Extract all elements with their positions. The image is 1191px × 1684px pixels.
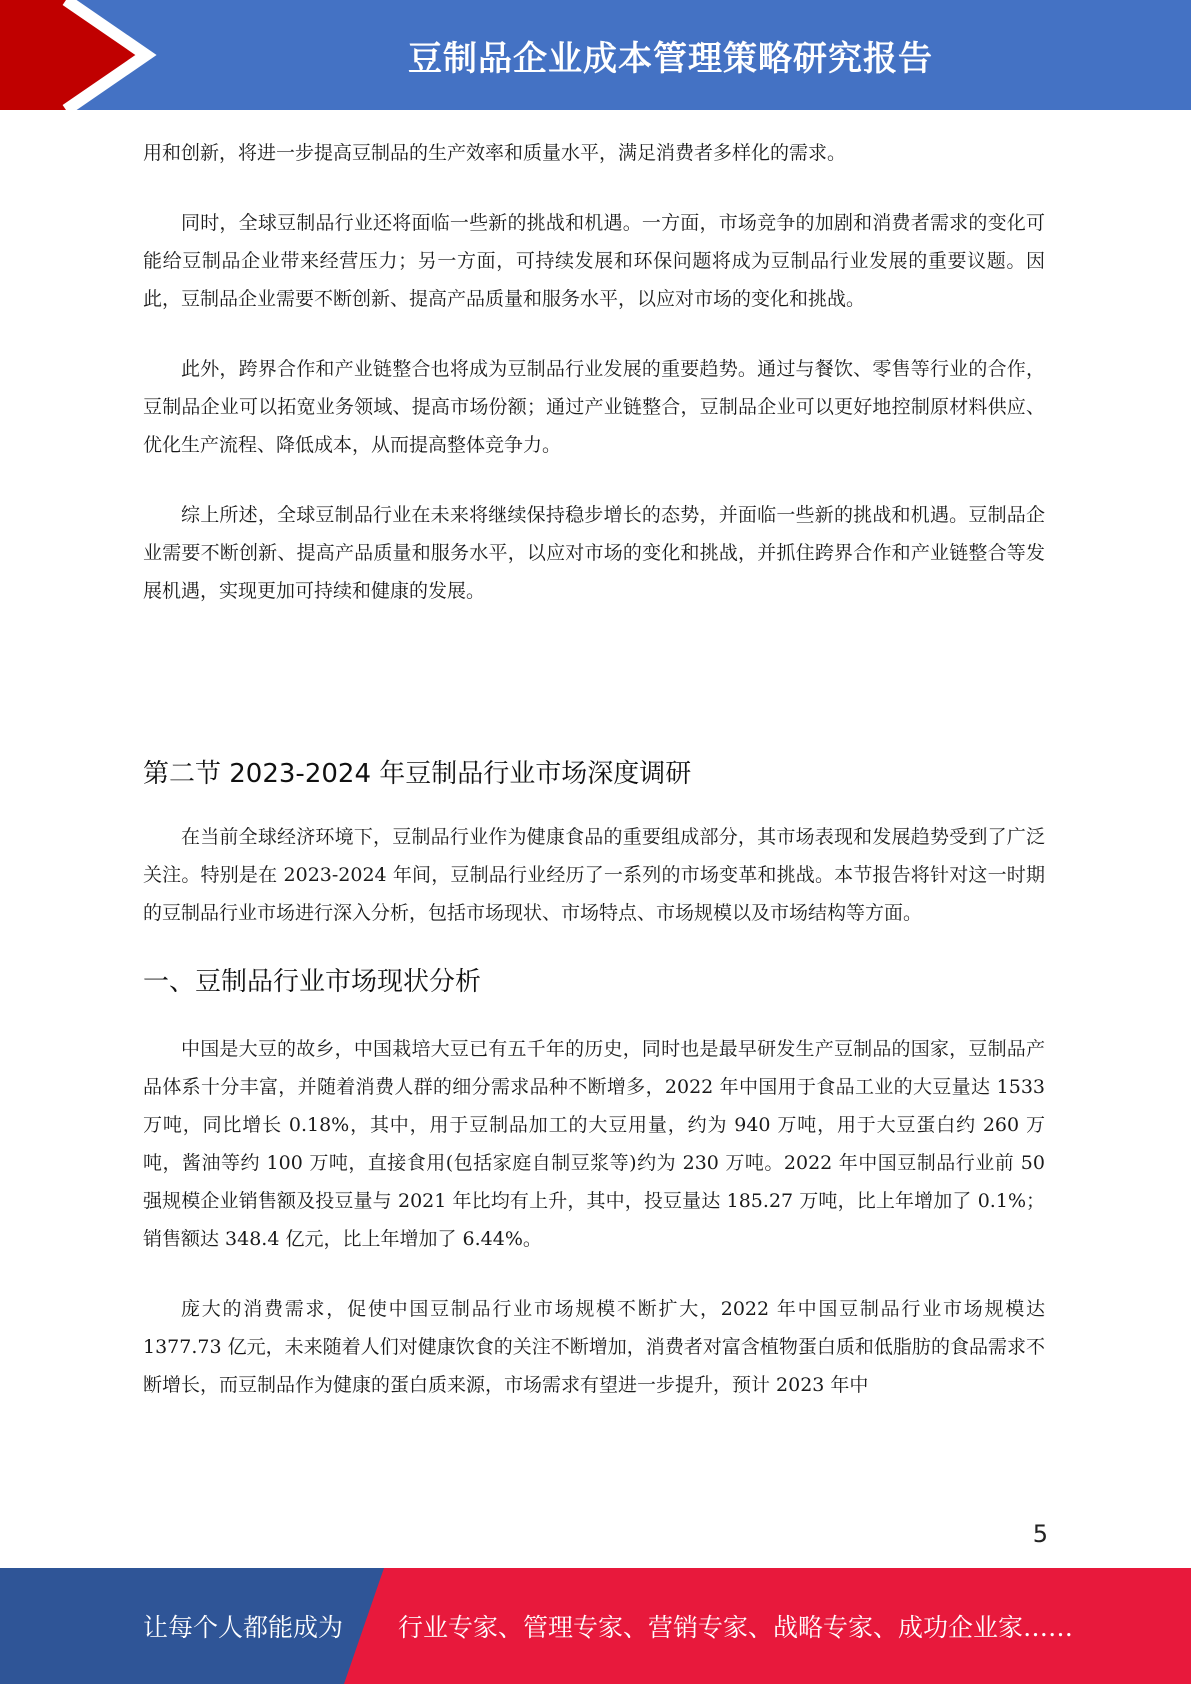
section-intro: 在当前全球经济环境下，豆制品行业作为健康食品的重要组成部分，其市场表现和发展趋势受到了广泛关注。特别是在 2023-2024 年间，豆制品行业经历了一系列的市场变革和挑战。本节报告将针对这一时期的豆制品行业市场进行深入分析，包括市场现状、市场特点、市场规模以及市场结构等方面。 — [143, 826, 1045, 924]
section-title: 第二节 2023-2024 年豆制品行业市场深度调研 — [143, 759, 692, 789]
footer-slogan-right: 行业专家、管理专家、营销专家、战略专家、成功企业家…… — [398, 1613, 1074, 1642]
footer-slogan-left: 让每个人都能成为 — [143, 1613, 344, 1642]
paragraph: 中国是大豆的故乡，中国栽培大豆已有五千年的历史，同时也是最早研发生产豆制品的国家，豆制品产品体系十分丰富，并随着消费人群的细分需求品种不断增多，2022 年中国用于食品工业的大豆量达 1533 万吨，同比增长 0.18%，其中，用于豆制品加工的大豆用量，约为 940 万吨，用于大豆蛋白约 260 万吨，酱油等约 100 万吨，直接食用(包括家庭自制豆浆等)约为 230 万吨。2022 年中国豆制品行业前 50 强规模企业销售额及投豆量与 2021 年比均有上升，其中，投豆量达 185.27 万吨，比上年增加了 0.1%；销售额达 348.4 亿元，比上年增加了 6.44%。 — [143, 1038, 1045, 1250]
paragraph: 此外，跨界合作和产业链整合也将成为豆制品行业发展的重要趋势。通过与餐饮、零售等行业的合作，豆制品企业可以拓宽业务领域、提高市场份额；通过产业链整合，豆制品企业可以更好地控制原材料供应、优化生产流程、降低成本，从而提高整体竞争力。 — [143, 358, 1045, 456]
paragraph: 庞大的消费需求，促使中国豆制品行业市场规模不断扩大，2022 年中国豆制品行业市场规模达 1377.73 亿元，未来随着人们对健康饮食的关注不断增加，消费者对富含植物蛋白质和低脂肪的食品需求不断增长，而豆制品作为健康的蛋白质来源，市场需求有望进一步提升，预计 2023 年中 — [143, 1298, 1045, 1396]
paragraph: 综上所述，全球豆制品行业在未来将继续保持稳步增长的态势，并面临一些新的挑战和机遇。豆制品企业需要不断创新、提高产品质量和服务水平，以应对市场的变化和挑战，并抓住跨界合作和产业链整合等发展机遇，实现更加可持续和健康的发展。 — [143, 504, 1045, 602]
header-chevron-decoration — [0, 0, 170, 110]
paragraph: 同时，全球豆制品行业还将面临一些新的挑战和机遇。一方面，市场竞争的加剧和消费者需求的变化可能给豆制品企业带来经营压力；另一方面，可持续发展和环保问题将成为豆制品行业发展的重要议题。因此，豆制品企业需要不断创新、提高产品质量和服务水平，以应对市场的变化和挑战。 — [143, 212, 1045, 310]
header-title: 豆制品企业成本管理策略研究报告 — [408, 38, 933, 79]
page-content — [143, 134, 1045, 1404]
header-red-chevron — [0, 0, 146, 110]
subsection-title: 一、豆制品行业市场现状分析 — [143, 967, 482, 997]
page-number: 5 — [1032, 1520, 1048, 1548]
paragraph-continued: 用和创新，将进一步提高豆制品的生产效率和质量水平，满足消费者多样化的需求。 — [143, 142, 847, 164]
page-footer — [0, 1568, 1191, 1684]
page-header — [0, 0, 1191, 110]
